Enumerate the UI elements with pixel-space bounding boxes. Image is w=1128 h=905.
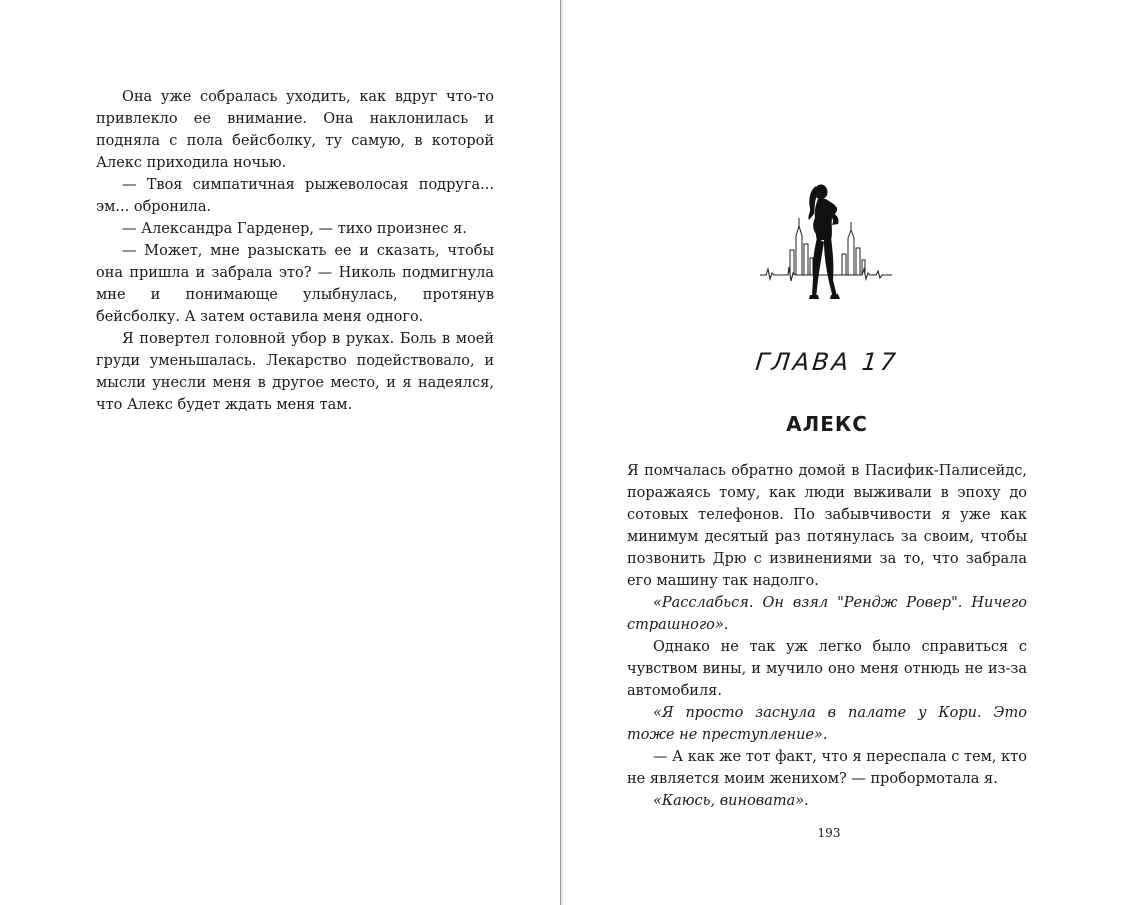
chapter-title: ГЛАВА 17 [754, 348, 900, 376]
left-paragraph-4: — Может, мне разыскать ее и сказать, чтобы она пришла и забрала это? — Николь подмигнула мне и понимающе улыбнулась, протянув бейсболку. А затем оставила меня одного. [96, 243, 494, 325]
right-paragraph-4: «Я просто заснула в палате у Кори. Это тоже не преступление». [627, 705, 1027, 743]
character-name: АЛЕКС [786, 412, 868, 436]
left-paragraph-3: — Александра Гарденер, — тихо произнес я. [122, 221, 467, 237]
right-paragraph-2: «Расслабься. Он взял "Рендж Ровер". Ничего страшного». [627, 595, 1027, 633]
left-paragraph-2: — Твоя симпатичная рыжеволосая подруга... эм... обронила. [96, 177, 494, 215]
left-paragraph-5: Я повертел головной убор в руках. Боль в моей груди уменьшалась. Лекарство подействовало, и мысли унесли меня в другое место, и я надеялся, что Алекс будет ждать меня там. [96, 331, 494, 413]
page-number: 193 [817, 826, 841, 840]
right-page-text [627, 460, 1027, 812]
left-paragraph-1: Она уже собралась уходить, как вдруг что-то привлекло ее внимание. Она наклонилась и подняла с пола бейсболку, ту самую, в которой Алекс приходила ночью. [96, 89, 494, 171]
left-page-text [96, 86, 494, 416]
right-paragraph-6: «Каюсь, виновата». [653, 793, 809, 809]
gutter-shadow [561, 0, 565, 905]
right-paragraph-1: Я помчалась обратно домой в Пасифик-Палисейдс, поражаясь тому, как люди выживали в эпоху до сотовых телефонов. По забывчивости я уже как минимум десятый раз потянулась за своим, чтобы позвонить Дрю с извинениями за то, что забрала его машину так надолго. [627, 463, 1027, 589]
right-paragraph-3: Однако не так уж легко было справиться с чувством вины, и мучило оно меня отнюдь не из-за автомобиля. [627, 639, 1027, 699]
woman-silhouette-skyline-icon [758, 178, 894, 304]
right-paragraph-5: — А как же тот факт, что я переспала с тем, кто не является моим женихом? — пробормотала я. [627, 749, 1027, 787]
